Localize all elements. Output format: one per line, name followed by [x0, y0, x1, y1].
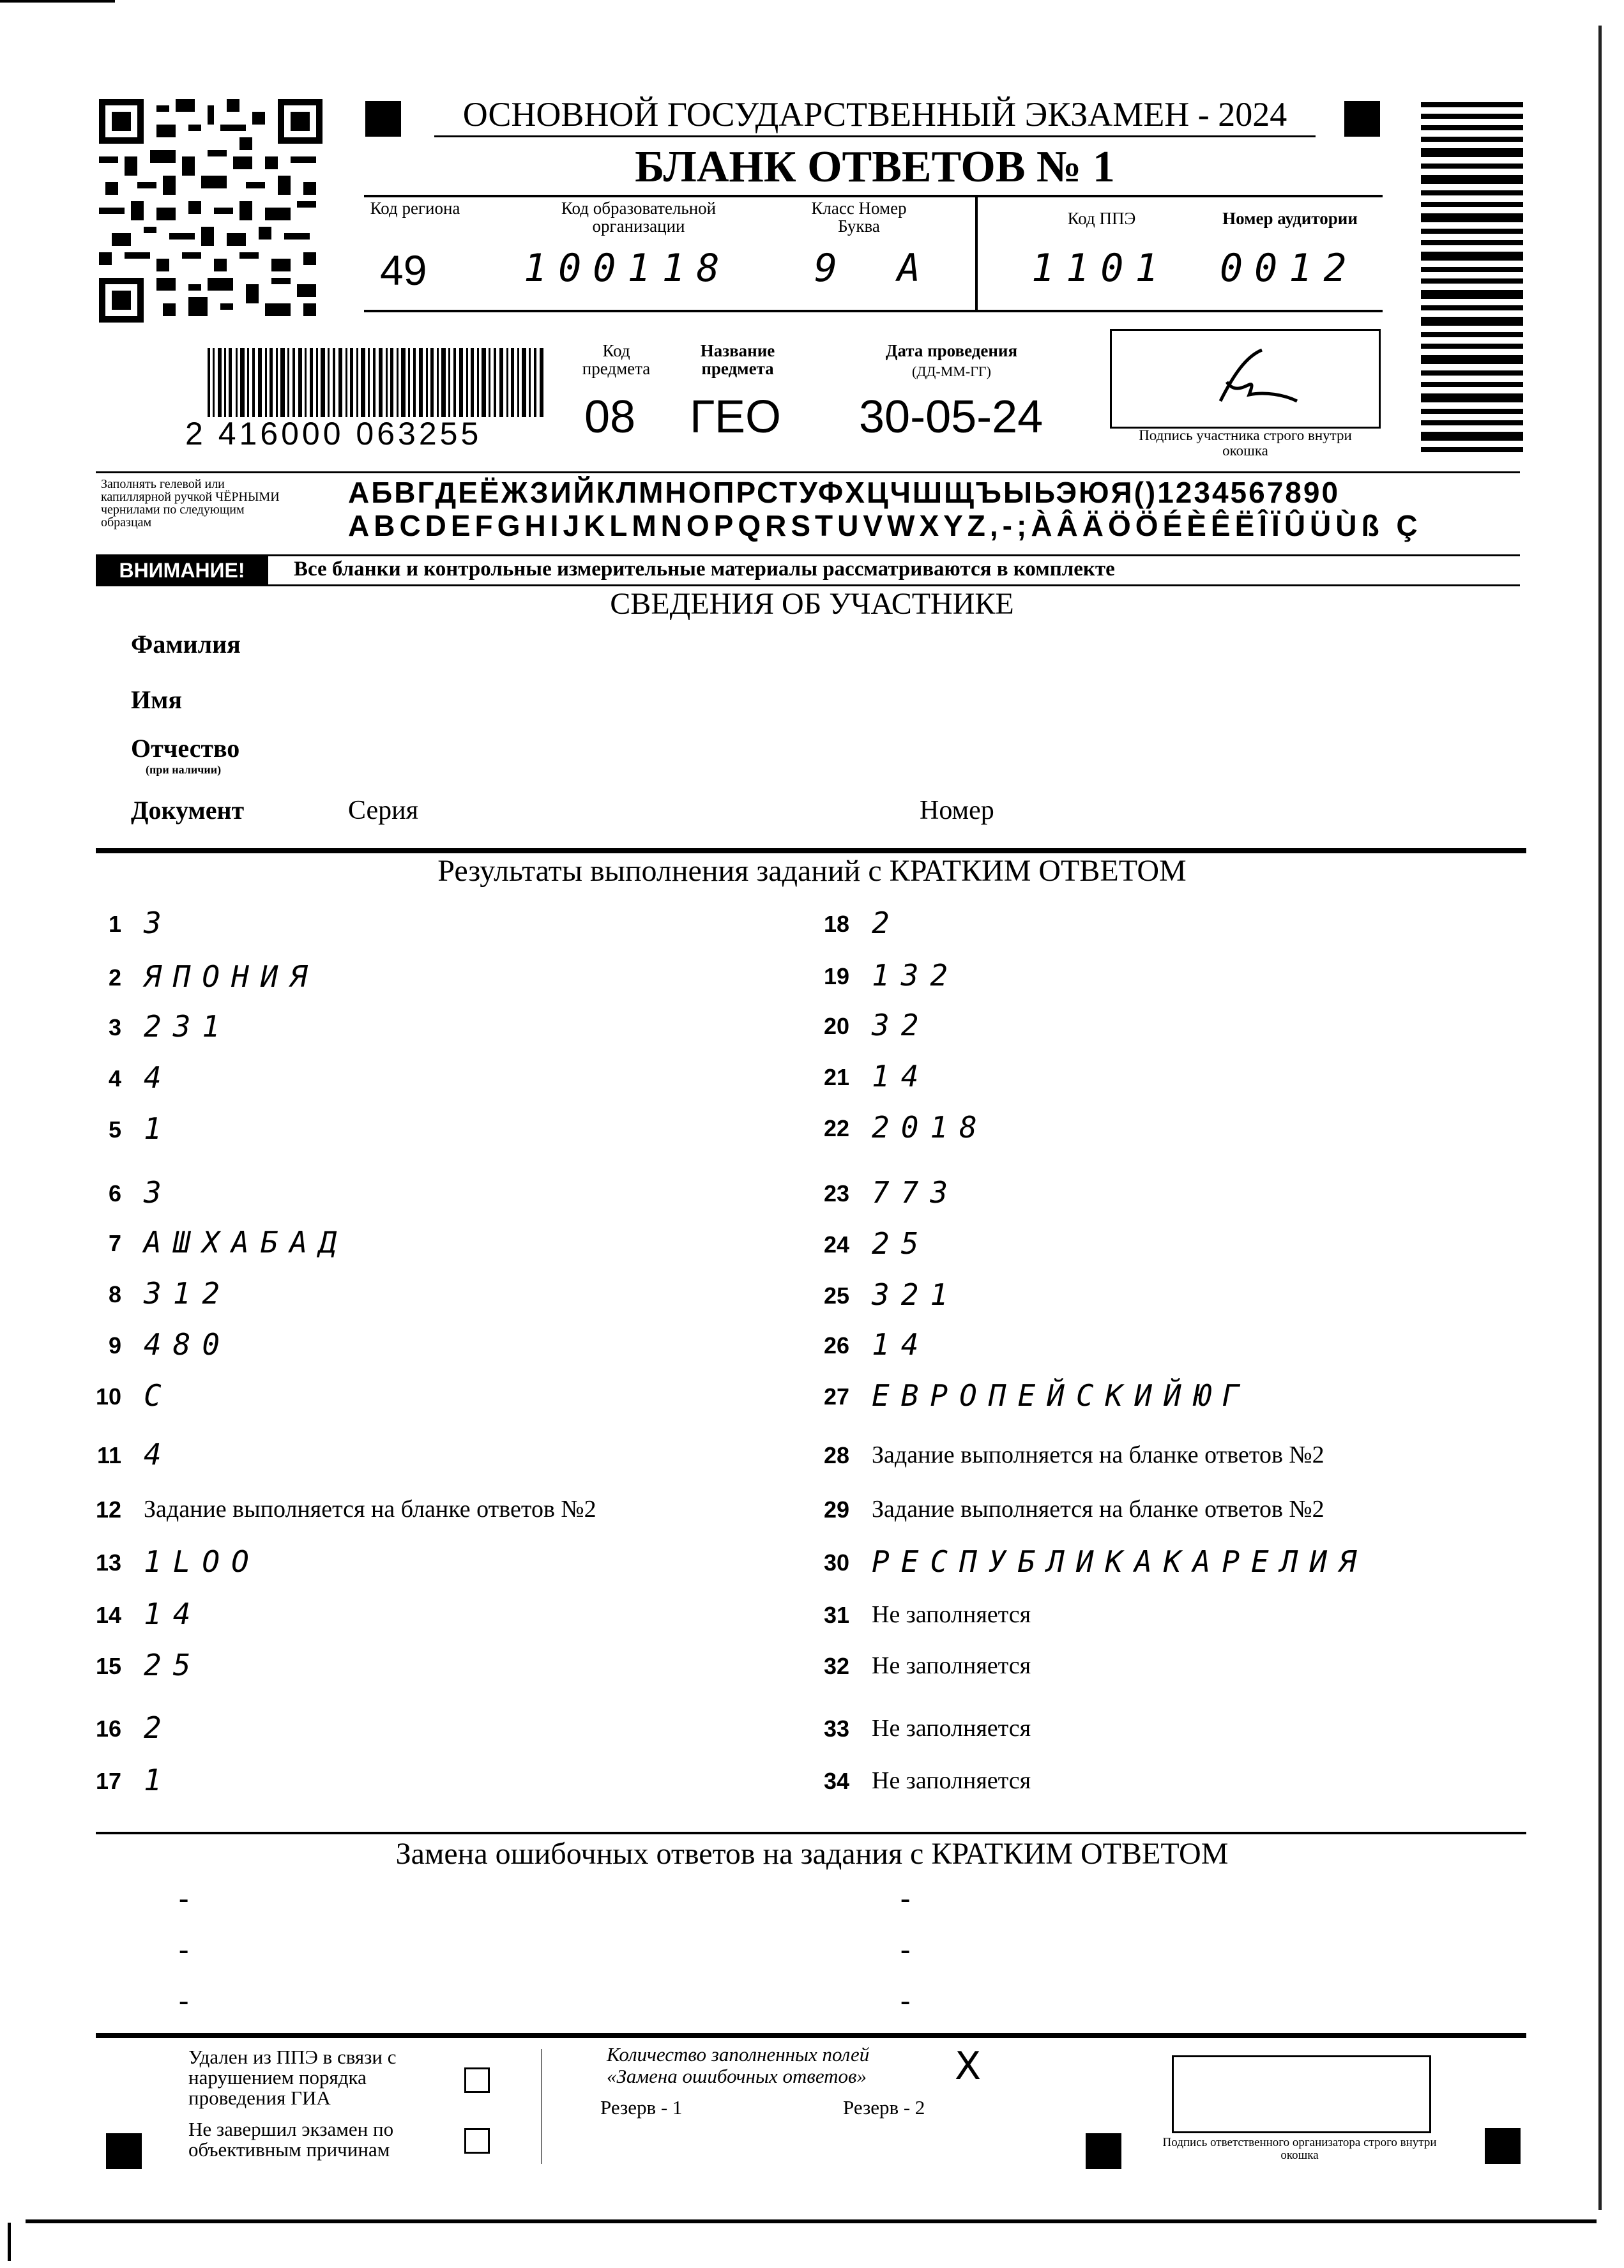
answer-left-number-5: 5	[108, 1116, 121, 1143]
answer-left-value-5[interactable]: 1	[144, 1111, 173, 1146]
answer-left-number-1: 1	[108, 911, 121, 937]
replacement-dash-right-2[interactable]: -	[900, 1933, 911, 1965]
answer-right-value-31: Не заполняется	[872, 1601, 1031, 1628]
answer-left-number-7: 7	[108, 1230, 121, 1256]
subject-code-value: 08	[584, 392, 636, 443]
answer-left-number-12: 12	[95, 1496, 121, 1523]
answer-right-number-27: 27	[823, 1383, 849, 1410]
answer-left-number-14: 14	[95, 1602, 121, 1628]
sample-instruction: Заполнять гелевой или капиллярной ручкой ЧЁРНЫМИ чернилами по следующим образцам	[101, 477, 280, 529]
answer-right-number-23: 23	[823, 1180, 849, 1206]
answer-left-number-2: 2	[108, 964, 121, 991]
series-label: Серия	[348, 796, 418, 825]
answer-left-value-14[interactable]: 14	[144, 1597, 202, 1631]
answer-left-number-15: 15	[95, 1653, 121, 1679]
filled-count-mark[interactable]: X	[955, 2044, 982, 2089]
sample-row-cyrillic: АБВГДЕЁЖЗИЙКЛМНОПРСТУФХЦЧШЩЪЫЬЭЮЯ()1234567890	[348, 476, 1340, 509]
subject-name-label: Название предмета	[700, 341, 775, 378]
attention-text: Все бланки и контрольные измерительные материалы рассматриваются в комплекте	[294, 558, 1115, 581]
answer-right-number-19: 19	[823, 963, 849, 989]
answer-right-value-27[interactable]: ЕВРОПЕЙСКИЙЮГ	[872, 1378, 1252, 1413]
answer-left-value-15[interactable]: 25	[144, 1648, 202, 1682]
answer-right-value-26[interactable]: 14	[872, 1327, 930, 1362]
signature	[1112, 331, 1379, 427]
answer-left-value-17[interactable]: 1	[144, 1763, 173, 1797]
answer-left-value-3[interactable]: 231	[144, 1009, 232, 1044]
answer-right-value-20[interactable]: 32	[872, 1008, 930, 1042]
answer-left-number-16: 16	[95, 1716, 121, 1742]
answer-left-number-3: 3	[108, 1014, 121, 1040]
answer-left-value-6[interactable]: 3	[144, 1175, 173, 1210]
org-value: 100118	[524, 246, 731, 291]
ppe-value: 1101	[1031, 246, 1170, 291]
class-number: 9	[814, 246, 849, 291]
not-finished-label: Не завершил экзамен по объективным причинам	[188, 2118, 394, 2161]
answer-left-value-13[interactable]: 1LOO	[144, 1544, 261, 1579]
ppe-label: Код ППЭ	[1067, 209, 1136, 228]
document-label: Документ	[131, 796, 245, 825]
registration-mark	[1485, 2128, 1521, 2164]
answer-right-number-30: 30	[823, 1549, 849, 1576]
answer-left-value-12: Задание выполняется на бланке ответов №2	[144, 1496, 596, 1523]
reserve-1-label: Резерв - 1	[600, 2096, 683, 2119]
participant-signature-box[interactable]	[1110, 329, 1381, 429]
attention-badge: ВНИМАНИЕ!	[96, 556, 268, 584]
barcode-number: 2 416000 063255	[185, 416, 482, 452]
replacement-title: Замена ошибочных ответов на задания с КРАТКИМ ОТВЕТОМ	[395, 1837, 1229, 1871]
answer-left-value-11[interactable]: 4	[144, 1437, 173, 1472]
replacement-dash-right-3[interactable]: -	[900, 1984, 911, 2016]
answer-left-number-17: 17	[95, 1768, 121, 1794]
answer-right-value-21[interactable]: 14	[872, 1059, 930, 1093]
participant-section-title: СВЕДЕНИЯ ОБ УЧАСТНИКЕ	[610, 587, 1014, 621]
room-label: Номер аудитории	[1222, 209, 1358, 228]
subject-code-label: Код предмета	[582, 341, 651, 378]
region-label: Код региона	[370, 199, 460, 218]
patronymic-label: Отчество	[131, 734, 240, 763]
answer-left-number-13: 13	[95, 1549, 121, 1576]
answer-right-value-34: Не заполняется	[872, 1767, 1031, 1794]
replacement-dash-left-1[interactable]: -	[179, 1882, 189, 1914]
results-title: Результаты выполнения заданий с КРАТКИМ ОТВЕТОМ	[437, 854, 1187, 888]
answer-right-number-26: 26	[823, 1332, 849, 1359]
reserve-2-label: Резерв - 2	[843, 2096, 925, 2119]
answer-left-value-10[interactable]: С	[144, 1378, 173, 1413]
class-label: Класс Номер Буква	[811, 199, 907, 236]
answer-right-number-33: 33	[823, 1716, 849, 1742]
answer-right-number-22: 22	[823, 1115, 849, 1141]
answer-right-value-25[interactable]: 321	[872, 1277, 960, 1312]
date-value: 30-05-24	[859, 392, 1043, 443]
date-label: Дата проведения	[885, 341, 1018, 360]
answer-right-number-34: 34	[823, 1768, 849, 1794]
patronymic-note: (при наличии)	[146, 763, 222, 776]
answer-left-number-4: 4	[108, 1065, 121, 1092]
answer-left-value-8[interactable]: 312	[144, 1276, 232, 1311]
answer-left-value-9[interactable]: 480	[144, 1327, 232, 1362]
answer-left-value-16[interactable]: 2	[144, 1710, 173, 1745]
registration-mark	[1086, 2133, 1121, 2169]
org-label: Код образовательной организации	[561, 199, 717, 236]
registration-mark	[365, 101, 401, 137]
not-finished-checkbox[interactable]	[464, 2128, 490, 2154]
answer-right-value-33: Не заполняется	[872, 1715, 1031, 1742]
organizer-signature-box[interactable]	[1172, 2055, 1431, 2133]
registration-mark	[106, 2133, 142, 2169]
replacement-dash-left-3[interactable]: -	[179, 1984, 189, 2016]
replacement-dash-right-1[interactable]: -	[900, 1882, 911, 1914]
form-title: БЛАНК ОТВЕТОВ № 1	[635, 142, 1115, 192]
surname-label: Фамилия	[131, 630, 241, 658]
answer-left-number-6: 6	[108, 1180, 121, 1206]
answer-left-value-4[interactable]: 4	[144, 1060, 173, 1095]
answer-right-number-25: 25	[823, 1282, 849, 1309]
organizer-signature-caption: Подпись ответственного организатора строго внутри окошка	[1162, 2136, 1437, 2162]
answer-right-number-18: 18	[823, 911, 849, 937]
answer-left-value-7[interactable]: АШХАБАД	[144, 1225, 348, 1260]
sample-row-latin: ABCDEFGHIJKLMNOPQRSTUVWXYZ,-;ÀÂÄÖÖÉÈÊËÎÏÛÜÙß Ç	[348, 509, 1422, 542]
region-value: 49	[380, 247, 427, 294]
removed-label: Удален из ППЭ в связи с нарушением порядка проведения ГИА	[188, 2046, 397, 2109]
answer-left-number-8: 8	[108, 1281, 121, 1307]
room-value: 0012	[1220, 246, 1358, 291]
barcode	[208, 348, 546, 417]
answer-left-number-9: 9	[108, 1332, 121, 1359]
answer-right-value-23[interactable]: 773	[872, 1175, 960, 1210]
answer-left-number-11: 11	[96, 1442, 121, 1468]
answer-right-number-21: 21	[823, 1064, 849, 1090]
removed-checkbox[interactable]	[464, 2067, 490, 2093]
answer-right-value-30[interactable]: РЕСПУБЛИКАКАРЕЛИЯ	[872, 1544, 1368, 1579]
answer-right-number-20: 20	[823, 1013, 849, 1039]
answer-right-value-24[interactable]: 25	[872, 1226, 930, 1261]
answer-right-value-29: Задание выполняется на бланке ответов №2	[872, 1496, 1324, 1523]
answer-right-value-18[interactable]: 2	[872, 906, 901, 940]
signature-caption: Подпись участника строго внутри окошка	[1139, 427, 1352, 459]
number-label: Номер	[920, 796, 994, 825]
answer-right-value-32: Не заполняется	[872, 1652, 1031, 1679]
answer-right-number-28: 28	[823, 1442, 849, 1468]
answer-right-number-32: 32	[823, 1653, 849, 1679]
answer-right-value-22[interactable]: 2018	[872, 1110, 989, 1145]
answer-right-number-24: 24	[823, 1231, 849, 1258]
replacement-dash-left-2[interactable]: -	[179, 1933, 189, 1965]
answer-right-number-31: 31	[823, 1602, 849, 1628]
registration-mark	[1344, 101, 1380, 137]
answer-left-value-1[interactable]: 3	[144, 906, 173, 940]
name-label: Имя	[131, 685, 182, 714]
timing-marks	[1421, 102, 1526, 485]
answer-left-number-10: 10	[95, 1383, 121, 1410]
qr-code	[99, 99, 323, 323]
answer-left-value-2[interactable]: ЯПОНИЯ	[144, 959, 319, 994]
filled-count-label: Количество заполненных полей «Замена ошибочных ответов»	[607, 2043, 870, 2087]
subject-name-value: ГЕО	[690, 392, 782, 443]
answer-right-value-28: Задание выполняется на бланке ответов №2	[872, 1442, 1324, 1468]
date-format: (ДД-ММ-ГГ)	[912, 363, 991, 379]
exam-title: ОСНОВНОЙ ГОСУДАРСТВЕННЫЙ ЭКЗАМЕН - 2024	[462, 95, 1287, 133]
answer-right-number-29: 29	[823, 1496, 849, 1523]
answer-right-value-19[interactable]: 132	[872, 958, 960, 993]
class-letter: А	[897, 246, 932, 291]
